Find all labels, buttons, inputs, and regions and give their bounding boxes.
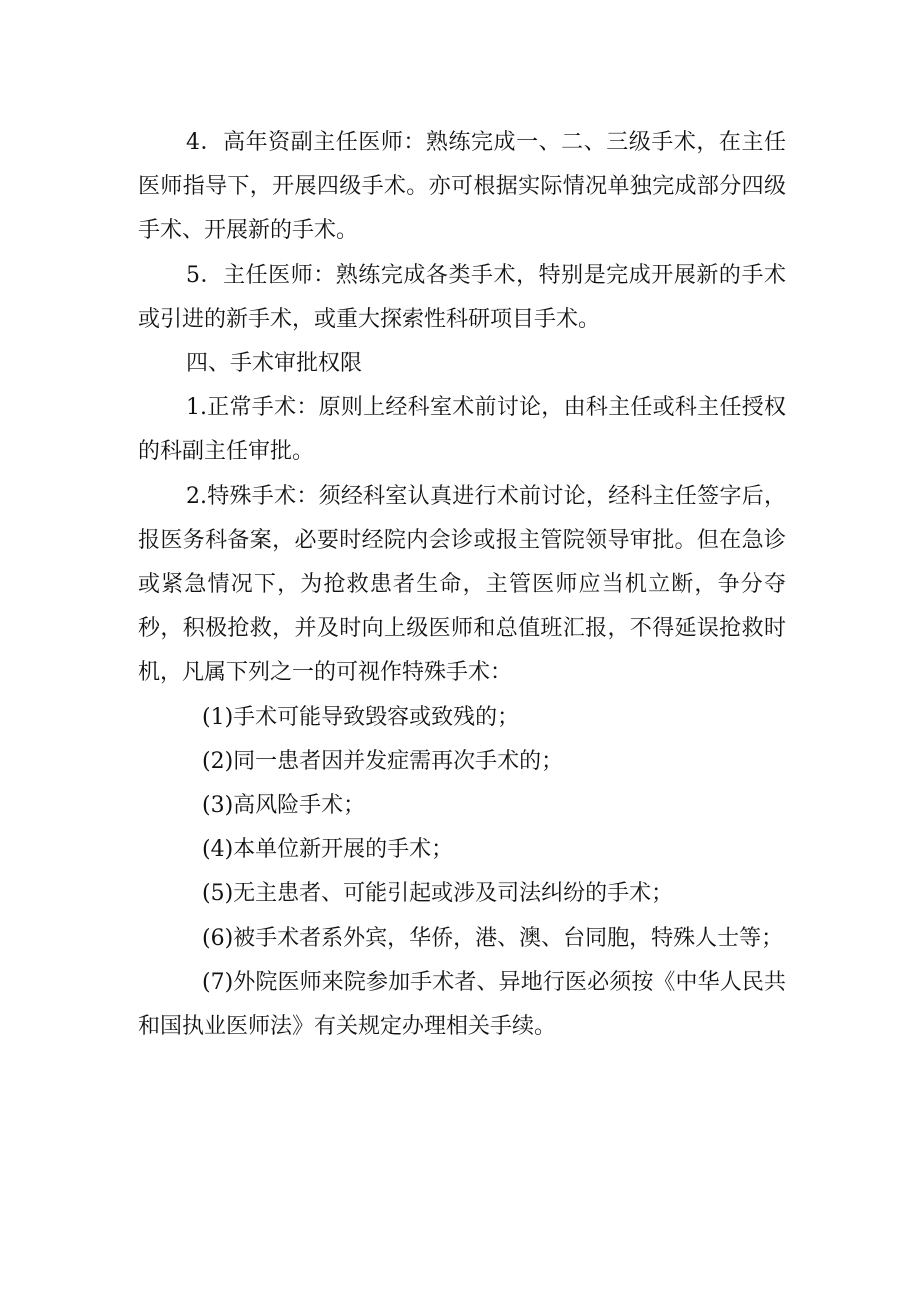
list-item-1: (1)手术可能导致毁容或致残的； <box>202 704 520 730</box>
document-body <box>138 121 786 1049</box>
list-item-5: (5)无主患者、可能引起或涉及司法纠纷的手术； <box>202 881 674 907</box>
paragraph-normal-surgery: 1.正常手术：原则上经科室术前讨论，由科主任或科主任授权的科副主任审批。 <box>138 395 786 465</box>
list-item-2: (2)同一患者因并发症需再次手术的； <box>202 748 564 774</box>
paragraph-chief-physician: 5．主任医师：熟练完成各类手术，特别是完成开展新的手术或引进的新手术，或重大探索性科研项目手术。 <box>138 262 786 332</box>
list-item-3: (3)高风险手术； <box>202 793 366 819</box>
list-item-7: (7)外院医师来院参加手术者、异地行医必须按《中华人民共和国执业医师法》有关规定办理相关手续。 <box>138 969 786 1040</box>
list-item-4: (4)本单位新开展的手术； <box>202 837 454 863</box>
section-heading-surgery-approval: 四、手术审批权限 <box>186 351 363 377</box>
list-item-6: (6)被手术者系外宾，华侨，港、澳、台同胞，特殊人士等； <box>202 925 784 951</box>
paragraph-special-surgery: 2.特殊手术：须经科室认真进行术前讨论，经科主任签字后，报医务科备案，必要时经院内会诊或报主管院领导审批。但在急诊或紧急情况下，为抢救患者生命，主管医师应当机立断，争分夺秒，积极抢救，并及时向上级医师和总值班汇报，不得延误抢救时机，凡属下列之一的可视作特殊手术： <box>138 483 786 686</box>
paragraph-senior-associate-chief: 4．高年资副主任医师：熟练完成一、二、三级手术，在主任医师指导下，开展四级手术。亦可根据实际情况单独完成部分四级手术、开展新的手术。 <box>138 130 786 244</box>
